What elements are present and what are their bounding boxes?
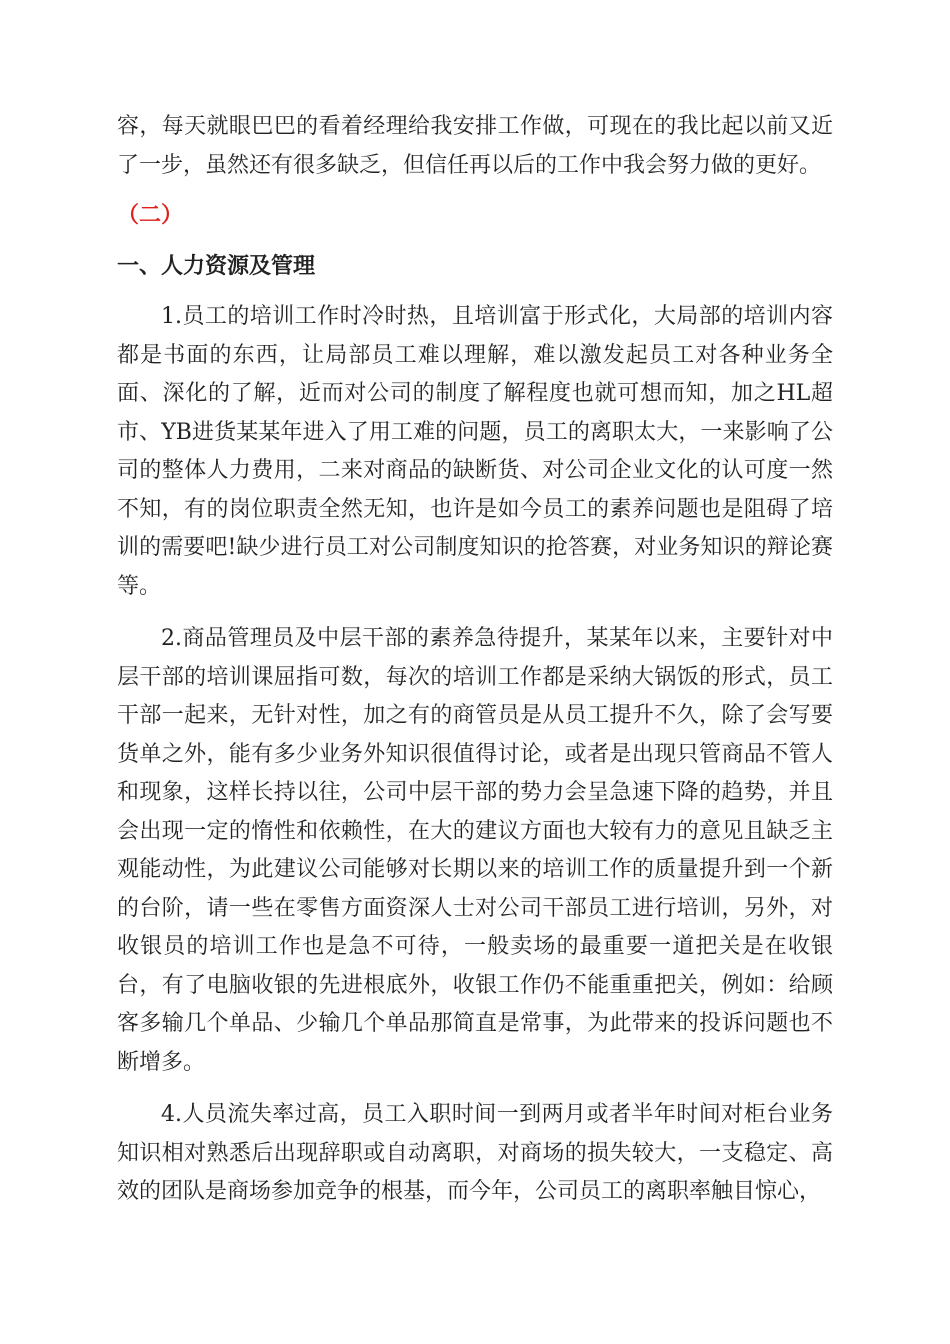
continuation-paragraph: 容，每天就眼巴巴的看着经理给我安排工作做，可现在的我比起以前又近了一步，虽然还有很多缺乏，但信任再以后的工作中我会努力做的更好。 [117, 114, 833, 178]
paragraph-1: 1.员工的培训工作时冷时热，且培训富于形式化，大局部的培训内容都是书面的东西，让局部员工难以理解，难以激发起员工对各种业务全面、深化的了解，近而对公司的制度了解程度也就可想而知，加之HL超市、YB进货某某年进入了用工难的问题，员工的离职太大，一来影响了公司的整体人力费用，二来对商品的缺断货、对公司企业文化的认可度一然不知，有的岗位职责全然无知，也许是如今员工的素养问题也是阻碍了培训的需要吧!缺少进行员工对公司制度知识的抢答赛，对业务知识的辩论赛等。 [117, 304, 833, 599]
section-marker: （二） [117, 203, 184, 228]
paragraph-4: 4.人员流失率过高，员工入职时间一到两月或者半年时间对柜台业务知识相对熟悉后出现辞职或自动离职，对商场的损失较大，一支稳定、高效的团队是商场参加竞争的根基，而今年，公司员工的离职率触目惊心， [117, 1102, 833, 1204]
paragraph-2: 2.商品管理员及中层干部的素养急待提升，某某年以来，主要针对中层干部的培训课屈指可数，每次的培训工作都是采纳大锅饭的形式，员工干部一起来，无针对性，加之有的商管员是从员工提升不久，除了会写要货单之外，能有多少业务外知识很值得讨论，或者是出现只管商品不管人和现象，这样长持以往，公司中层干部的势力会呈急速下降的趋势，并且会出现一定的惰性和依赖性，在大的建议方面也大较有力的意见且缺乏主观能动性，为此建议公司能够对长期以来的培训工作的质量提升到一个新的台阶，请一些在零售方面资深人士对公司干部员工进行培训，另外，对收银员的培训工作也是急不可待，一般卖场的最重要一道把关是在收银台，有了电脑收银的先进根底外，收银工作仍不能重重把关，例如：给顾客多输几个单品、少输几个单品那简直是常事，为此带来的投诉问题也不断增多。 [117, 626, 833, 1075]
section-heading: 一、人力资源及管理 [117, 253, 316, 279]
document-body [117, 108, 833, 1212]
